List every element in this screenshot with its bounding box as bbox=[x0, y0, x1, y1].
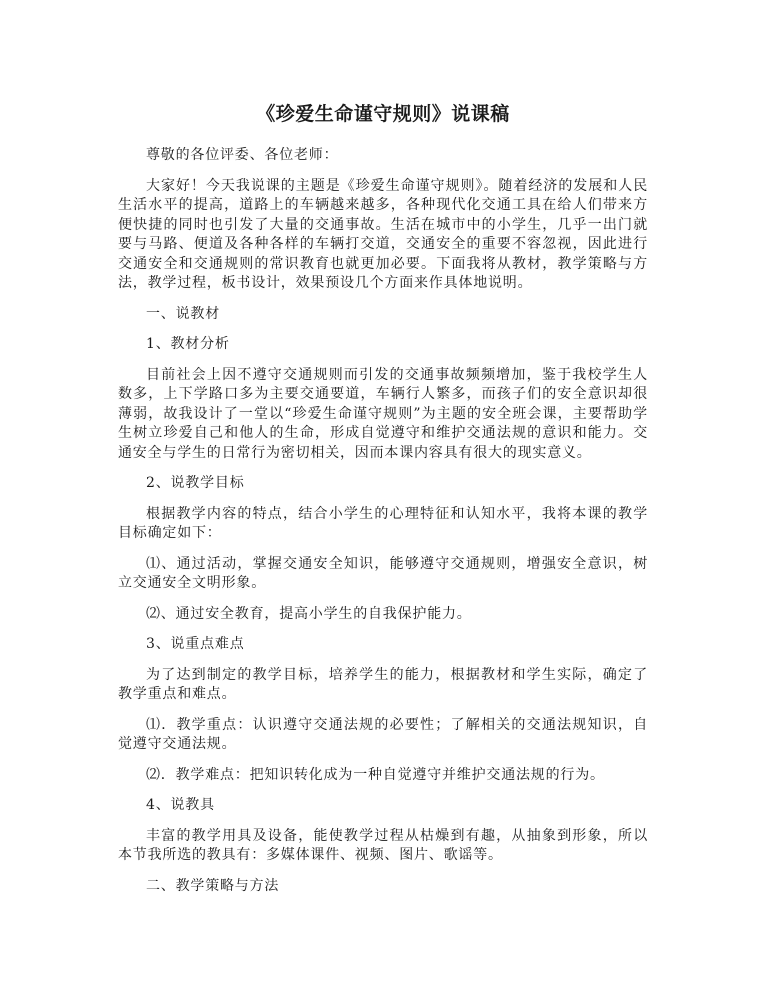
greeting-paragraph: 尊敬的各位评委、各位老师： bbox=[146, 147, 339, 163]
key-points-paragraph: 为了达到制定的教学目标，培养学生的能力，根据教材和学生实际，确定了教学重点和难点。 bbox=[118, 666, 648, 702]
goal-item-2: ⑵、通过安全教育，提高小学生的自我保护能力。 bbox=[146, 605, 472, 622]
key-point-item: ⑴．教学重点：认识遵守交通法规的必要性；了解相关的交通法规知识，自觉遵守交通法规。 bbox=[118, 716, 648, 752]
section-heading-textbook: 一、说教材 bbox=[146, 305, 220, 322]
subheading-key-points: 3、说重点难点 bbox=[146, 636, 245, 652]
document-page bbox=[118, 100, 648, 896]
subheading-teaching-aids: 4、说教具 bbox=[146, 797, 215, 813]
goal-item-1: ⑴、通过活动，掌握交通安全知识，能够遵守交通规则，增强安全意识，树立交通安全文明形象。 bbox=[118, 555, 648, 591]
intro-paragraph: 大家好！今天我说课的主题是《珍爱生命谨守规则》。随着经济的发展和人民生活水平的提高，道路上的车辆越来越多，各种现代化交通工具在给人们带来方便快捷的同时也引发了大量的交通事故。生活在城市中的小学生，几乎一出门就要与马路、便道及各种各样的车辆打交道，交通安全的重要不容忽视，因此进行交通安全和交通规则的常识教育也就更加必要。下面我将从教材，教学策略与方法，教学过程，板书设计，效果预设几个方面来作具体地说明。 bbox=[118, 177, 648, 291]
subheading-textbook-analysis: 1、教材分析 bbox=[146, 336, 230, 352]
difficulty-item: ⑵．教学难点：把知识转化成为一种自觉遵守并维护交通法规的行为。 bbox=[146, 766, 605, 783]
section-heading-strategy: 二、教学策略与方法 bbox=[146, 877, 280, 894]
document-title: 《珍爱生命谨守规则》说课稿 bbox=[256, 103, 510, 125]
textbook-analysis-paragraph: 目前社会上因不遵守交通规则而引发的交通事故频频增加，鉴于我校学生人数多，上下学路口多为主要交通要道，车辆行人繁多，而孩子们的安全意识却很薄弱，故我设计了一堂以“珍爱生命谨守规则”为主题的安全班会课，主要帮助学生树立珍爱自己和他人的生命，形成自觉遵守和维护交通法规的意识和能力。交通安全与学生的日常行为密切相关，因而本课内容具有很大的现实意义。 bbox=[118, 366, 648, 461]
teaching-aids-paragraph: 丰富的教学用具及设备，能使教学过程从枯燥到有趣，从抽象到形象，所以本节我所选的教具有：多媒体课件、视频、图片、歌谣等。 bbox=[118, 827, 648, 863]
teaching-goals-paragraph: 根据教学内容的特点，结合小学生的心理特征和认知水平，我将本课的教学目标确定如下： bbox=[118, 505, 648, 541]
subheading-teaching-goals: 2、说教学目标 bbox=[146, 475, 245, 491]
